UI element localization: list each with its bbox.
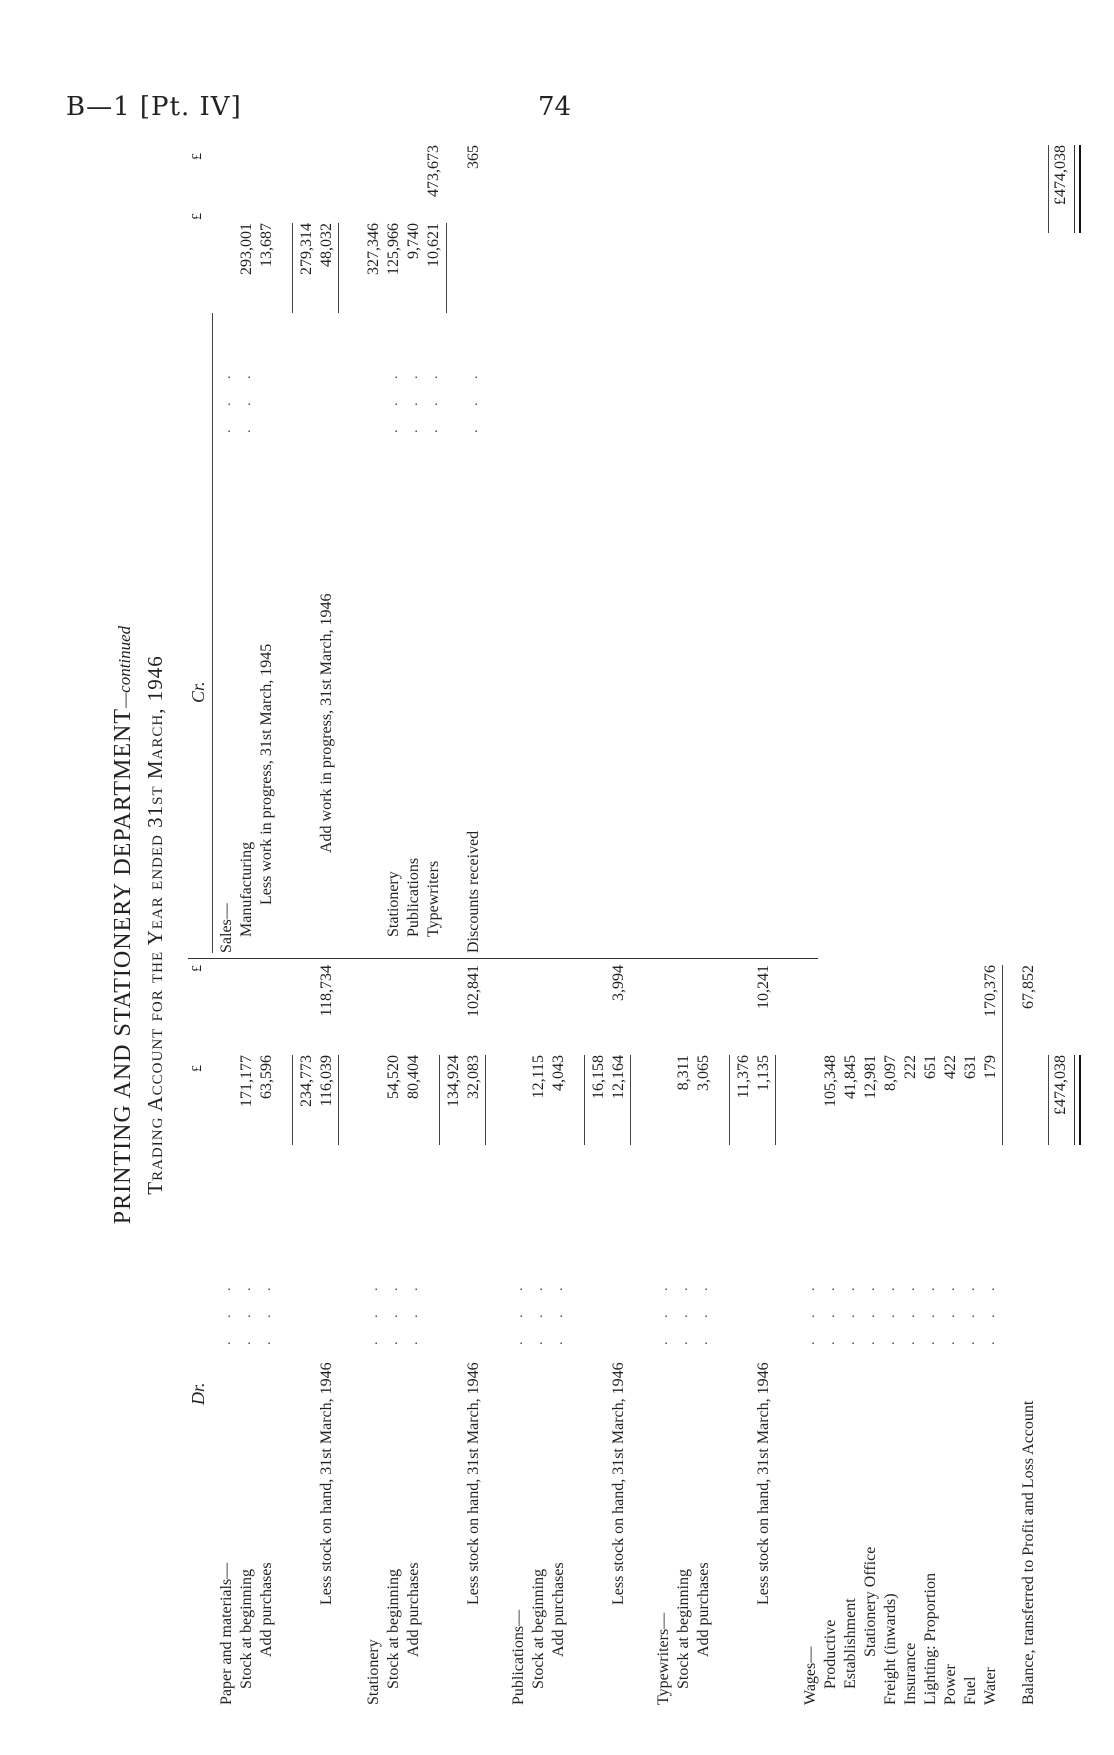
row-label: Sales— [218,903,235,953]
dr-row [608,960,630,1705]
amount-col1: 422 [942,1055,959,1079]
row-label: Add work in progress, 31st March, 1946 [318,593,335,853]
cr-row [216,145,238,953]
amount-col1: 116,039 [318,1055,335,1107]
row-label: Less stock on hand, 31st March, 1946 [465,1362,482,1605]
leader-dots: . . . [656,1277,671,1345]
row-label: Publications [405,857,422,937]
row-label: Stationery [365,1639,382,1705]
amount-col2: 473,673 [425,145,442,197]
dr-row [548,960,570,1705]
dr-row [940,960,962,1705]
amount-col1: 12,115 [530,1055,547,1099]
cr-row [363,145,385,953]
amount-col1: 41,845 [842,1055,859,1099]
credit-heading: Cr. [188,681,208,703]
dr-row [1018,960,1040,1705]
amount-col2: 67,852 [1020,965,1037,1009]
row-label: Discounts received [465,830,482,953]
leader-dots: . . . [696,1277,711,1345]
amount-col1: 651 [922,1055,939,1079]
currency-heading-col1: £ [190,213,205,220]
dr-row [443,960,465,1705]
row-label: Add purchases [550,1562,567,1657]
amount-col1: 631 [962,1055,979,1079]
dr-row [673,960,695,1705]
row-label: Establishment [842,1598,859,1689]
leader-dots: . . . [426,365,441,433]
sum-rule [292,1055,293,1145]
row-label: Stationery [385,871,402,937]
row-label: Manufacturing [238,841,255,937]
amount-col1: 105,348 [822,1055,839,1107]
amount-col2: 365 [465,145,482,169]
row-label: Paper and materials— [218,1562,235,1705]
amount-col1: 1,135 [755,1055,772,1091]
currency-heading-col2: £ [190,153,205,160]
dr-row [528,960,550,1705]
leader-dots: . . . [863,1277,878,1345]
sum-rule [338,1055,339,1145]
row-label: Less stock on hand, 31st March, 1946 [610,1362,627,1605]
row-label: Stock at beginning [385,1569,402,1689]
row-label: Freight (inwards) [882,1593,899,1705]
dr-row [733,960,755,1705]
row-label: Less stock on hand, 31st March, 1946 [755,1362,772,1605]
title-text: PRINTING AND STATIONERY DEPARTMENT [110,707,136,1225]
sum-rule [1002,965,1003,1055]
leader-dots: . . . [803,1277,818,1345]
leader-dots: . . . [843,1277,858,1345]
row-label: Productive [822,1619,839,1689]
amount-col1: 11,376 [735,1055,752,1099]
leader-dots: . . . [551,1277,566,1345]
leader-dots: . . . [883,1277,898,1345]
row-label: Lighting: Proportion [922,1573,939,1705]
amount-col1: 12,981 [862,1055,879,1099]
dr-row [753,960,775,1705]
leader-dots: . . . [259,1277,274,1345]
cr-row [403,145,425,953]
dr-row [820,960,842,1705]
sum-rule [338,223,339,313]
amount-col1: 54,520 [385,1055,402,1099]
column-divider [188,958,818,959]
row-label: Typewriters [425,860,442,937]
total-top-rule [1048,1055,1049,1145]
cr-row [236,145,258,953]
amount-col1: 8,097 [882,1055,899,1091]
cr-row [383,145,405,953]
row-label: Stationery Office [862,1546,879,1657]
document-subtitle: Trading Account for the Year ended 31st March, 1946 [143,655,167,1195]
cr-row [256,145,278,953]
total-double-rule [1074,1055,1081,1145]
dr-row [653,960,675,1705]
row-label: Fuel [962,1676,979,1705]
dr-row [463,960,485,1705]
sum-rule [1002,1055,1003,1145]
leader-dots: . . . [923,1277,938,1345]
sum-rule [775,1055,776,1145]
dr-total-row [1050,960,1072,1705]
grand-total: £474,038 [1052,145,1069,205]
dr-row [383,960,405,1705]
leader-dots: . . . [943,1277,958,1345]
dr-row [800,960,822,1705]
amount-col1: 80,404 [405,1055,422,1099]
cr-row [463,145,485,953]
page-reference: B—1 [Pt. IV] [66,92,242,122]
amount-col1: 3,065 [695,1055,712,1091]
credit-side [188,145,1069,953]
leader-dots: . . . [511,1277,526,1345]
amount-col1: 327,346 [365,223,382,275]
currency-heading-col1: £ [190,1065,205,1072]
cr-row [423,145,445,953]
dr-row [588,960,610,1705]
dr-row [860,960,882,1705]
debit-heading: Dr. [188,1382,208,1405]
title-block [110,145,168,1705]
leader-dots: . . . [239,365,254,433]
leader-dots: . . . [531,1277,546,1345]
document-title [110,145,137,1705]
amount-col1: 234,773 [298,1055,315,1107]
row-label: Stock at beginning [530,1569,547,1689]
leader-dots: . . . [823,1277,838,1345]
amount-col1: 8,311 [675,1055,692,1091]
row-label: Wages— [802,1646,819,1705]
dr-row [216,960,238,1705]
amount-col1: 171,177 [238,1055,255,1107]
row-label: Power [942,1664,959,1705]
row-label: Add purchases [258,1562,275,1657]
amount-col1: 125,966 [385,223,402,275]
sum-rule [630,1055,631,1145]
sum-rule [584,1055,585,1145]
row-label: Less work in progress, 31st March, 1945 [258,643,275,905]
amount-col1: 293,001 [238,223,255,275]
sum-rule [485,1055,486,1145]
currency-heading-col2: £ [190,965,205,972]
debit-side [188,960,1069,1705]
amount-col1: 48,032 [318,223,335,267]
sum-rule [292,223,293,313]
dr-row [900,960,922,1705]
sum-rule [439,1055,440,1145]
leader-dots: . . . [239,1277,254,1345]
row-label: Stock at beginning [238,1569,255,1689]
amount-col1: 32,083 [465,1055,482,1099]
dr-row [980,960,1002,1705]
row-label: Typewriters— [655,1612,672,1705]
amount-col1: 222 [902,1055,919,1079]
dr-row [363,960,385,1705]
amount-col2: 3,994 [610,965,627,1001]
leader-dots: . . . [219,365,234,433]
leader-dots: . . . [983,1277,998,1345]
page-header [0,92,1114,132]
dr-row [960,960,982,1705]
amount-col1: 12,164 [610,1055,627,1099]
dr-row [880,960,902,1705]
grand-total: £474,038 [1052,1055,1069,1115]
row-label: Stock at beginning [675,1569,692,1689]
page-number: 74 [538,92,572,122]
dr-row [693,960,715,1705]
row-label: Insurance [902,1642,919,1705]
dr-row [403,960,425,1705]
leader-dots: . . . [386,365,401,433]
cr-total-row [1050,145,1072,953]
leader-dots: . . . [903,1277,918,1345]
leader-dots: . . . [963,1277,978,1345]
cr-row [296,145,318,953]
dr-row [296,960,318,1705]
leader-dots: . . . [406,365,421,433]
amount-col1: 9,740 [405,223,422,259]
leader-dots: . . . [386,1277,401,1345]
amount-col1: 4,043 [550,1055,567,1091]
row-label: Water [982,1667,999,1705]
row-label: Balance, transferred to Profit and Loss Account [1020,1400,1037,1705]
amount-col2: 170,376 [982,965,999,1017]
amount-col1: 134,924 [445,1055,462,1107]
total-top-rule [1048,145,1049,233]
cr-row [316,145,338,953]
row-label: Add purchases [695,1562,712,1657]
dr-row [236,960,258,1705]
dr-row [920,960,942,1705]
dr-row [508,960,530,1705]
dr-row [316,960,338,1705]
trading-account [100,145,1069,1705]
leader-dots: . . . [366,1277,381,1345]
row-label: Less stock on hand, 31st March, 1946 [318,1362,335,1605]
amount-col1: 10,621 [425,223,442,267]
sum-rule [729,1055,730,1145]
title-suffix: —continued [115,625,134,708]
dr-row [256,960,278,1705]
leader-dots: . . . [406,1277,421,1345]
leader-dots: . . . [219,1277,234,1345]
row-label: Add purchases [405,1562,422,1657]
amount-col2: 118,734 [318,965,335,1017]
dr-row [840,960,862,1705]
amount-col1: 63,596 [258,1055,275,1099]
amount-col1: 279,314 [298,223,315,275]
leader-dots: . . . [466,365,481,433]
amount-col2: 10,241 [755,965,772,1009]
row-label: Publications— [510,1609,527,1705]
leader-dots: . . . [676,1277,691,1345]
amount-col2: 102,841 [465,965,482,1017]
total-double-rule [1074,145,1081,233]
amount-col1: 16,158 [590,1055,607,1099]
amount-col1: 13,687 [258,223,275,267]
amount-col1: 179 [982,1055,999,1079]
sum-rule [446,223,447,313]
